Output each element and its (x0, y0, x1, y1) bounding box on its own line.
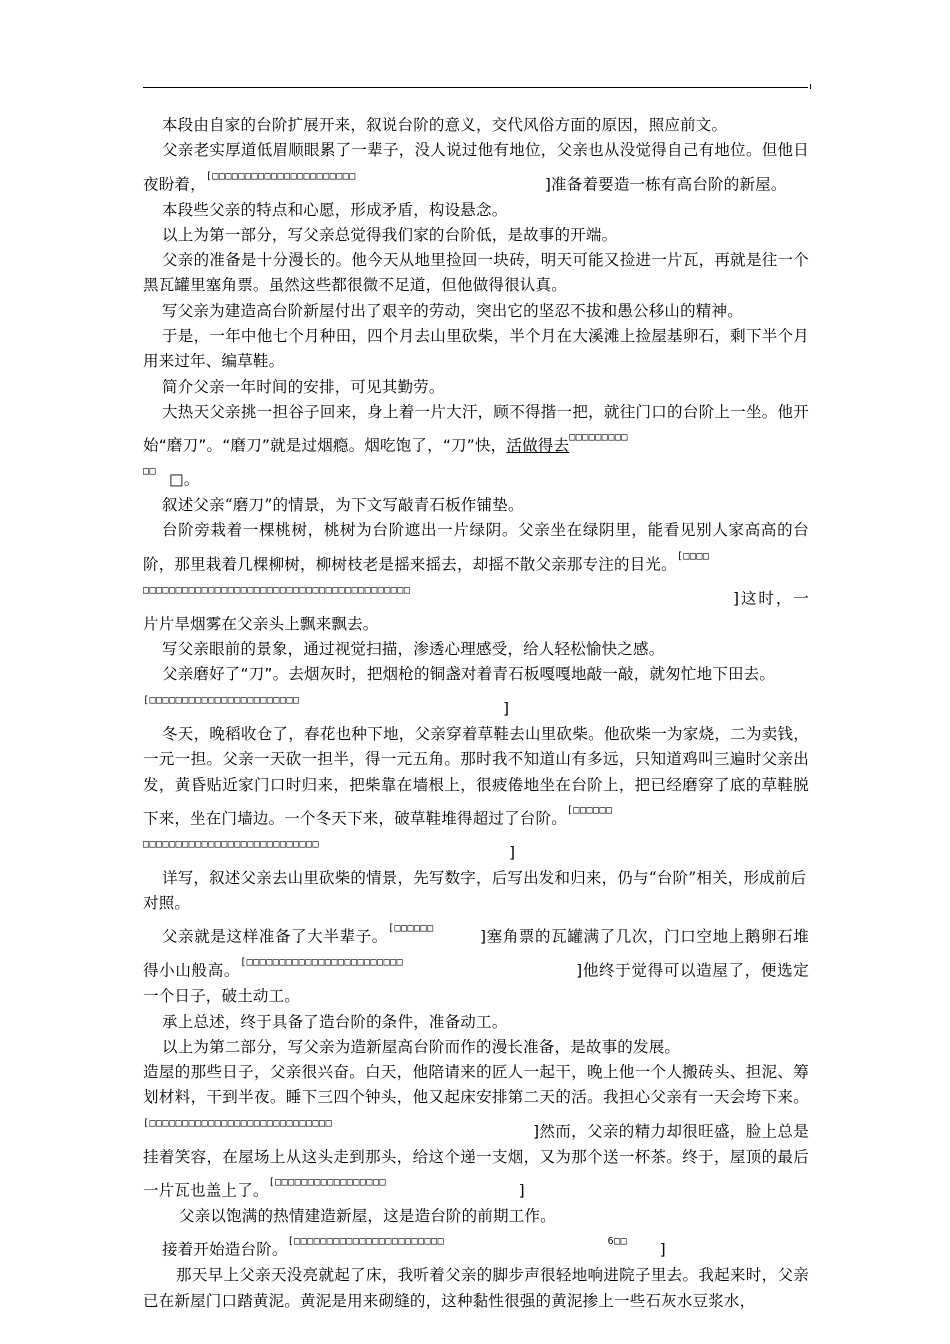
body-paragraph: 于是，一年中他七个月种田，四个月去山里砍柴，半个月在大溪滩上捡屋基卵石，剩下半个月用来过年、编草鞋。 (143, 326, 809, 370)
body-paragraph (143, 138, 809, 198)
annotation-paragraph: 本段由自家的台阶扩展开来，叙说台阶的意义，交代风俗方面的原因，照应前文。 (162, 116, 728, 134)
fill-in-blank[interactable]: 6□□ (607, 1236, 628, 1247)
paragraph-text: ] (509, 843, 516, 862)
annotation-paragraph: 承上总述，终于具备了造台阶的条件，准备动工。 (162, 1012, 508, 1031)
paragraph-text: 接着开始造台阶。 (162, 1240, 288, 1259)
paragraph-text: 父亲老实厚道低眉顺眼累了一辈子，没人说过他有地位，父亲也从没觉得自己有地位。但他日夜盼着， (143, 141, 809, 193)
document-body (143, 113, 809, 1314)
paragraph-text: □。 (169, 470, 200, 489)
fill-in-blank[interactable]: [□□□□□□□□□□□□□□□□□□□□□□□□□□□□ (143, 1117, 333, 1129)
paragraph-text: 造屋的那些日子，父亲很兴奋。白天，他陪请来的匠人一起干，晚上他一个人搬砖头、担泥、筹划材料，干到半夜。睡下三四个钟头，他又起床安排第二天的活。我担心父亲有一天会垮下来。 (143, 1062, 809, 1106)
annotation-paragraph: 本段些父亲的特点和心愿，形成矛盾，构设悬念。 (162, 200, 508, 219)
paragraph-text: 台阶旁栽着一棵桃树，桃树为台阶遮出一片绿阴。父亲坐在绿阴里，能看见别人家高高的台阶，那里栽着几棵柳树，柳树枝老是摇来摇去，却摇不散父亲那专注的目光。 (143, 521, 809, 573)
body-paragraph (143, 1060, 809, 1205)
paragraph-text: 大热天父亲挑一担谷子回来，身上着一片大汗，顾不得揩一把，就往门口的台阶上一坐。他开始“磨刀”。“磨刀”就是过烟瘾。烟吃饱了，“刀”快， (143, 402, 809, 455)
annotation-paragraph: 叙述父亲“磨刀”的情景，为下文写敲青石板作铺垫。 (162, 496, 524, 514)
paragraph-text: ]他终于觉得可以造屋了，便选定一个日子，破土动工。 (143, 961, 809, 1005)
fill-in-blank[interactable]: [□□□□□□□□□□□□□□□□□□□□□□□ (143, 694, 300, 706)
underlined-phrase: 活做得去 (506, 436, 570, 455)
paragraph-text: ]这时，一片片旱烟雾在父亲头上飘来飘去。 (143, 589, 809, 633)
annotation-paragraph: 以上为第一部分，写父亲总觉得我们家的台阶低，是故事的开端。 (162, 225, 618, 244)
annotation-paragraph: 父亲以饱满的热情建造新屋，这是造台阶的前期工作。 (179, 1207, 556, 1225)
fill-in-blank[interactable]: □□□□□□□□□□□□□□□□□□□□□□□□□□□ (143, 839, 320, 850)
body-paragraph (143, 662, 809, 722)
annotation-paragraph: 简介父亲一年时间的安排，可见其勤劳。 (162, 377, 445, 396)
header-rule (143, 87, 808, 88)
body-paragraph (143, 400, 809, 494)
body-paragraph (143, 518, 809, 637)
fill-in-blank[interactable]: □□ (143, 466, 157, 477)
body-paragraph (143, 722, 809, 867)
paragraph-text: ]准备着要造一栋有高台阶的新屋。 (544, 175, 787, 193)
fill-in-blank[interactable]: □□□□□□□□□□□□□□□□□□□□□□□□□□□□□□□□□□□□□□□□□ (143, 584, 411, 596)
fill-in-blank[interactable]: [□□□□□□□□□□□□□□□□□□□□□□□ (287, 1236, 445, 1247)
paragraph-text: ] (503, 699, 510, 717)
paragraph-text: ] (659, 1240, 666, 1259)
paragraph-text: 父亲磨好了“刀”。去烟灰时，把烟枪的铜盏对着青石板嘎嘎地敲一敲，就匆忙地下田去。 (162, 665, 776, 683)
body-paragraph: 父亲的准备是十分漫长的。他今天从地里捡回一块砖，明天可能又捡进一片瓦，再就是往一个黑瓦罐里塞角票。虽然这些都很微不足道，但他做得很认真。 (143, 250, 809, 294)
annotation-paragraph: 写父亲眼前的景象，通过视觉扫描，渗透心理感受，给人轻松愉快之感。 (162, 640, 665, 658)
fill-in-blank[interactable]: [□□□□□□ (387, 923, 434, 934)
header-rule-mark (808, 84, 811, 89)
body-paragraph (143, 1229, 809, 1263)
annotation-paragraph: 详写，叙述父亲去山里砍柴的情景，先写数字，后写出发和归来，仍与“台阶”相关，形成前后对照。 (143, 869, 807, 912)
paragraph-text: ] (518, 1181, 525, 1200)
fill-in-blank[interactable]: [□□□□ (676, 550, 710, 562)
annotation-paragraph: 以上为第二部分，写父亲为造新屋高台阶而作的漫长准备，是故事的发展。 (162, 1037, 681, 1056)
body-paragraph: 那天早上父亲天没亮就起了床，我听着父亲的脚步声很轻地响进院子里去。我起来时，父亲已在新屋门口踏黄泥。黄泥是用来砌缝的，这种黏性很强的黄泥掺上一些石灰水豆浆水， (143, 1266, 809, 1310)
paragraph-text: ]塞角票的瓦罐满了几次，门口空地上鹅卵石堆得小山般高。 (143, 927, 809, 980)
paragraph-text: 冬天，晚稻收仓了，春花也种下地，父亲穿着草鞋去山里砍柴。他砍柴一为家烧，二为卖钱，一元一担。父亲一天砍一担半，得一元五角。那时我不知道山有多远，只知道鸡叫三遍时父亲出发，黄昏贴近家门口时归来，把柴靠在墙根上，很疲倦地坐在台阶上，把已经磨穿了底的草鞋脱下来，坐在门墙边。一个冬天下来，破草鞋堆得超过了台阶。 (143, 724, 809, 828)
body-paragraph (143, 916, 809, 1010)
annotation-paragraph: 写父亲为建造高台阶新屋付出了艰辛的劳动，突出它的坚忍不拔和愚公移山的精神。 (162, 301, 743, 320)
paragraph-text: 父亲就是这样准备了大半辈子。 (162, 927, 388, 946)
fill-in-blank[interactable]: □□□□□□□□□ (569, 432, 628, 443)
fill-in-blank[interactable]: [□□□□□□ (566, 805, 613, 816)
fill-in-blank[interactable]: [□□□□□□□□□□□□□□□□□□□□□□□□ (240, 957, 404, 968)
paragraph-text: ]然而，父亲的精力却很旺盛，脸上总是挂着笑容，在屋场上从这头走到那头，给这个递一支烟，又为那个送一杯茶。终于，屋顶的最后一片瓦也盖上了。 (143, 1122, 809, 1200)
fill-in-blank[interactable]: [□□□□□□□□□□□□□□□□□ (268, 1177, 386, 1188)
fill-in-blank[interactable]: [□□□□□□□□□□□□□□□□□□□□□□ (205, 170, 356, 182)
